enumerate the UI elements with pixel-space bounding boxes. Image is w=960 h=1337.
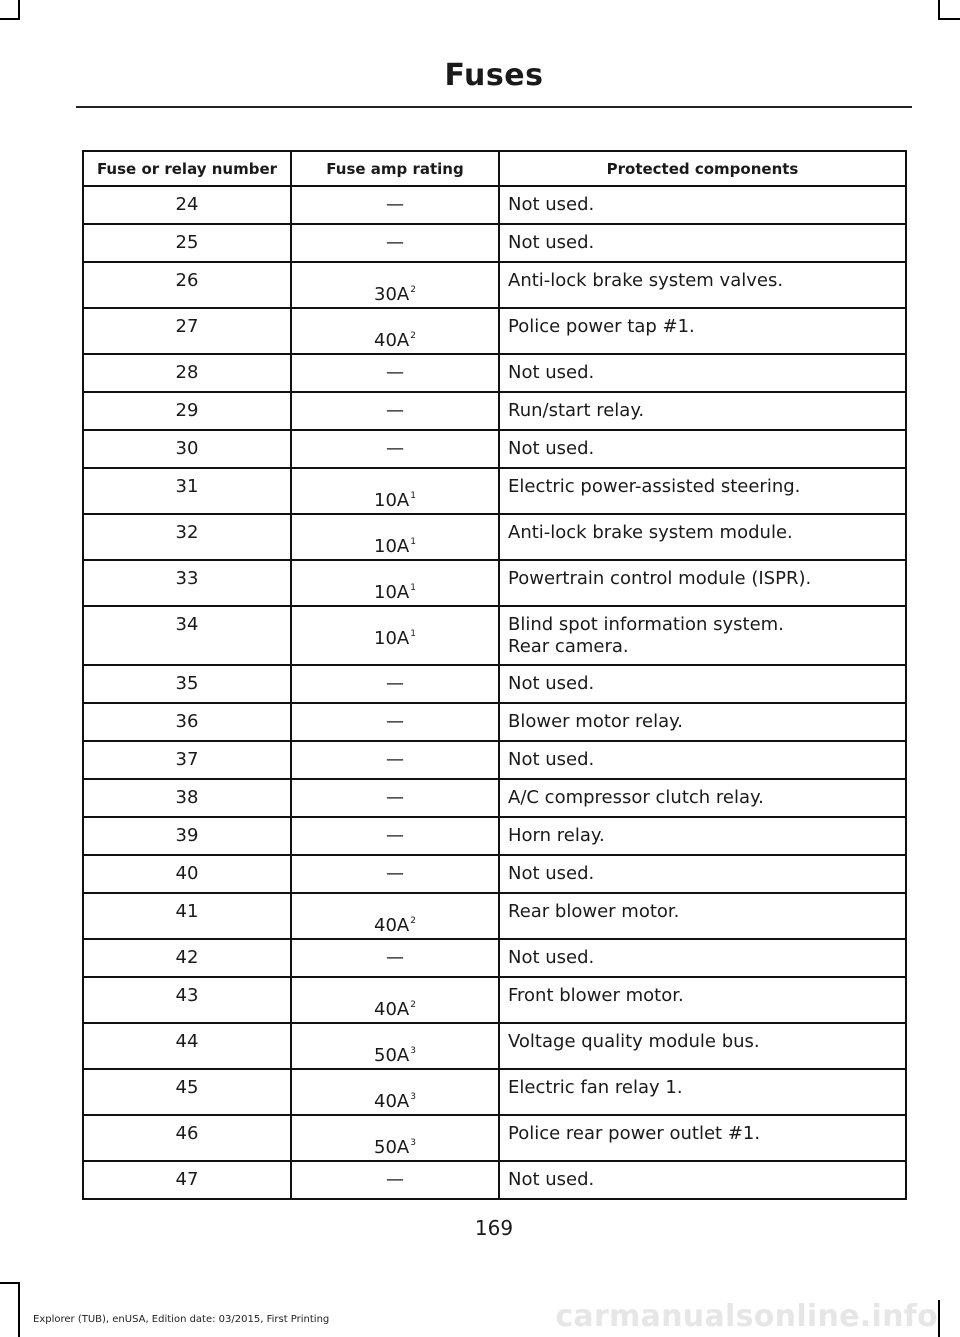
fuse-number: 29 bbox=[83, 392, 291, 430]
fuse-amp-rating bbox=[291, 1161, 499, 1199]
protected-components bbox=[499, 1161, 906, 1199]
crop-mark bbox=[0, 1282, 20, 1284]
footnote-marker: 1 bbox=[410, 491, 416, 501]
footnote-marker: 1 bbox=[410, 537, 416, 547]
protected-components bbox=[499, 817, 906, 855]
table-row bbox=[83, 560, 906, 606]
table-row bbox=[83, 977, 906, 1023]
component-line: Not used. bbox=[508, 863, 595, 884]
amp-value: 40A bbox=[374, 999, 410, 1020]
footnote-marker: 2 bbox=[410, 916, 416, 926]
fuse-amp-rating bbox=[291, 224, 499, 262]
fuse-amp-rating bbox=[291, 855, 499, 893]
crop-mark bbox=[18, 0, 20, 20]
amp-value: 10A bbox=[374, 490, 410, 511]
component-line: Not used. bbox=[508, 749, 595, 770]
fuse-amp-rating bbox=[291, 741, 499, 779]
amp-value: — bbox=[386, 749, 404, 770]
crop-mark bbox=[18, 1282, 20, 1337]
fuse-number: 26 bbox=[83, 262, 291, 308]
fuse-number: 30 bbox=[83, 430, 291, 468]
component-line: Police power tap #1. bbox=[508, 316, 695, 337]
amp-value: — bbox=[386, 232, 404, 253]
footnote-marker: 2 bbox=[410, 331, 416, 341]
table-row bbox=[83, 514, 906, 560]
fuse-amp-rating bbox=[291, 430, 499, 468]
fuse-number: 42 bbox=[83, 939, 291, 977]
component-line: Rear blower motor. bbox=[508, 901, 680, 922]
amp-value: 50A bbox=[374, 1045, 410, 1066]
table-row bbox=[83, 468, 906, 514]
table-row bbox=[83, 354, 906, 392]
protected-components bbox=[499, 1115, 906, 1161]
component-line: Electric fan relay 1. bbox=[508, 1077, 683, 1098]
fuse-amp-rating bbox=[291, 977, 499, 1023]
protected-components bbox=[499, 893, 906, 939]
protected-components bbox=[499, 186, 906, 224]
table-row bbox=[83, 893, 906, 939]
amp-value: 40A bbox=[374, 1091, 410, 1112]
fuse-amp-rating bbox=[291, 939, 499, 977]
table-row bbox=[83, 186, 906, 224]
fuse-number: 36 bbox=[83, 703, 291, 741]
protected-components bbox=[499, 354, 906, 392]
column-header: Fuse amp rating bbox=[291, 151, 499, 186]
footer-edition: Explorer (TUB), enUSA, Edition date: 03/2015, First Printing bbox=[33, 1314, 330, 1325]
fuse-amp-rating bbox=[291, 779, 499, 817]
component-line: Voltage quality module bus. bbox=[508, 1031, 760, 1052]
component-line: Not used. bbox=[508, 362, 595, 383]
amp-value: 10A bbox=[374, 582, 410, 603]
component-line: Anti-lock brake system valves. bbox=[508, 270, 784, 291]
amp-value: — bbox=[386, 400, 404, 421]
protected-components bbox=[499, 1023, 906, 1069]
amp-value: — bbox=[386, 673, 404, 694]
protected-components bbox=[499, 703, 906, 741]
protected-components bbox=[499, 606, 906, 665]
amp-value: 40A bbox=[374, 915, 410, 936]
table-row bbox=[83, 308, 906, 354]
footnote-marker: 2 bbox=[410, 1000, 416, 1010]
table-row bbox=[83, 1115, 906, 1161]
component-line: Not used. bbox=[508, 438, 595, 459]
component-line: A/C compressor clutch relay. bbox=[508, 787, 764, 808]
fuse-amp-rating bbox=[291, 665, 499, 703]
amp-value: — bbox=[386, 1169, 404, 1190]
fuse-amp-rating bbox=[291, 468, 499, 514]
title-divider bbox=[76, 106, 912, 108]
table-row bbox=[83, 1161, 906, 1199]
table-row bbox=[83, 606, 906, 665]
protected-components bbox=[499, 468, 906, 514]
fuse-amp-rating bbox=[291, 186, 499, 224]
amp-value: 10A bbox=[374, 628, 410, 649]
amp-value: — bbox=[386, 947, 404, 968]
fuse-number: 27 bbox=[83, 308, 291, 354]
fuse-amp-rating bbox=[291, 1069, 499, 1115]
table-row bbox=[83, 262, 906, 308]
fuse-amp-rating bbox=[291, 817, 499, 855]
page-title: Fuses bbox=[444, 58, 544, 93]
footnote-marker: 3 bbox=[410, 1138, 416, 1148]
fuse-number: 43 bbox=[83, 977, 291, 1023]
table-row bbox=[83, 1023, 906, 1069]
component-line: Not used. bbox=[508, 232, 595, 253]
fuse-amp-rating bbox=[291, 514, 499, 560]
protected-components bbox=[499, 741, 906, 779]
table-row bbox=[83, 430, 906, 468]
fuse-amp-rating bbox=[291, 354, 499, 392]
fuse-number: 32 bbox=[83, 514, 291, 560]
fuse-amp-rating bbox=[291, 606, 499, 665]
protected-components bbox=[499, 392, 906, 430]
protected-components bbox=[499, 514, 906, 560]
fuse-number: 44 bbox=[83, 1023, 291, 1069]
component-line: Front blower motor. bbox=[508, 985, 684, 1006]
fuse-number: 31 bbox=[83, 468, 291, 514]
protected-components bbox=[499, 262, 906, 308]
column-header: Fuse or relay number bbox=[83, 151, 291, 186]
column-header: Protected components bbox=[499, 151, 906, 186]
table-row bbox=[83, 392, 906, 430]
protected-components bbox=[499, 1069, 906, 1115]
footnote-marker: 1 bbox=[410, 583, 416, 593]
amp-value: 30A bbox=[374, 284, 410, 305]
fuse-number: 35 bbox=[83, 665, 291, 703]
table-row bbox=[83, 817, 906, 855]
amp-value: 10A bbox=[374, 536, 410, 557]
component-line: Anti-lock brake system module. bbox=[508, 522, 793, 543]
fuse-number: 34 bbox=[83, 606, 291, 665]
component-line: Not used. bbox=[508, 947, 595, 968]
fuse-number: 46 bbox=[83, 1115, 291, 1161]
fuse-amp-rating bbox=[291, 262, 499, 308]
fuse-table bbox=[82, 150, 907, 1200]
table-row bbox=[83, 855, 906, 893]
footnote-marker: 3 bbox=[410, 1092, 416, 1102]
protected-components bbox=[499, 665, 906, 703]
fuse-number: 25 bbox=[83, 224, 291, 262]
table-row bbox=[83, 741, 906, 779]
amp-value: — bbox=[386, 787, 404, 808]
amp-value: — bbox=[386, 825, 404, 846]
amp-value: — bbox=[386, 863, 404, 884]
component-line: Blind spot information system. bbox=[508, 614, 784, 635]
fuse-amp-rating bbox=[291, 560, 499, 606]
fuse-number: 45 bbox=[83, 1069, 291, 1115]
table-row bbox=[83, 703, 906, 741]
component-line: Powertrain control module (ISPR). bbox=[508, 568, 812, 589]
crop-mark bbox=[938, 0, 940, 20]
table-row bbox=[83, 224, 906, 262]
amp-value: — bbox=[386, 194, 404, 215]
amp-value: — bbox=[386, 362, 404, 383]
component-line: Not used. bbox=[508, 1169, 595, 1190]
protected-components bbox=[499, 977, 906, 1023]
fuse-amp-rating bbox=[291, 1115, 499, 1161]
crop-mark bbox=[940, 18, 960, 20]
protected-components bbox=[499, 560, 906, 606]
footnote-marker: 1 bbox=[410, 629, 416, 639]
component-line: Blower motor relay. bbox=[508, 711, 683, 732]
fuse-number: 37 bbox=[83, 741, 291, 779]
component-line: Run/start relay. bbox=[508, 400, 645, 421]
component-line: Electric power-assisted steering. bbox=[508, 476, 801, 497]
fuse-number: 39 bbox=[83, 817, 291, 855]
component-line: Not used. bbox=[508, 194, 595, 215]
amp-value: 50A bbox=[374, 1137, 410, 1158]
fuse-number: 47 bbox=[83, 1161, 291, 1199]
table-row bbox=[83, 779, 906, 817]
fuse-number: 33 bbox=[83, 560, 291, 606]
table-row bbox=[83, 1069, 906, 1115]
component-line: Not used. bbox=[508, 673, 595, 694]
fuse-number: 38 bbox=[83, 779, 291, 817]
amp-value: — bbox=[386, 711, 404, 732]
component-line: Police rear power outlet #1. bbox=[508, 1123, 761, 1144]
component-line: Rear camera. bbox=[508, 636, 629, 657]
protected-components bbox=[499, 779, 906, 817]
component-line: Horn relay. bbox=[508, 825, 605, 846]
fuse-number: 40 bbox=[83, 855, 291, 893]
protected-components bbox=[499, 308, 906, 354]
fuse-number: 41 bbox=[83, 893, 291, 939]
protected-components bbox=[499, 939, 906, 977]
fuse-table-body bbox=[83, 186, 906, 1199]
amp-value: — bbox=[386, 438, 404, 459]
fuse-amp-rating bbox=[291, 1023, 499, 1069]
footnote-marker: 3 bbox=[410, 1046, 416, 1056]
fuse-amp-rating bbox=[291, 703, 499, 741]
protected-components bbox=[499, 430, 906, 468]
protected-components bbox=[499, 855, 906, 893]
fuse-number: 24 bbox=[83, 186, 291, 224]
amp-value: 40A bbox=[374, 330, 410, 351]
page-number: 169 bbox=[474, 1216, 514, 1240]
table-header-row bbox=[83, 151, 906, 186]
crop-mark bbox=[938, 1300, 940, 1337]
crop-mark bbox=[0, 18, 20, 20]
table-row bbox=[83, 939, 906, 977]
table-row bbox=[83, 665, 906, 703]
fuse-amp-rating bbox=[291, 893, 499, 939]
footnote-marker: 2 bbox=[410, 285, 416, 295]
fuse-amp-rating bbox=[291, 392, 499, 430]
protected-components bbox=[499, 224, 906, 262]
fuse-amp-rating bbox=[291, 308, 499, 354]
watermark: carmanualsonline.info bbox=[555, 1299, 938, 1334]
fuse-number: 28 bbox=[83, 354, 291, 392]
